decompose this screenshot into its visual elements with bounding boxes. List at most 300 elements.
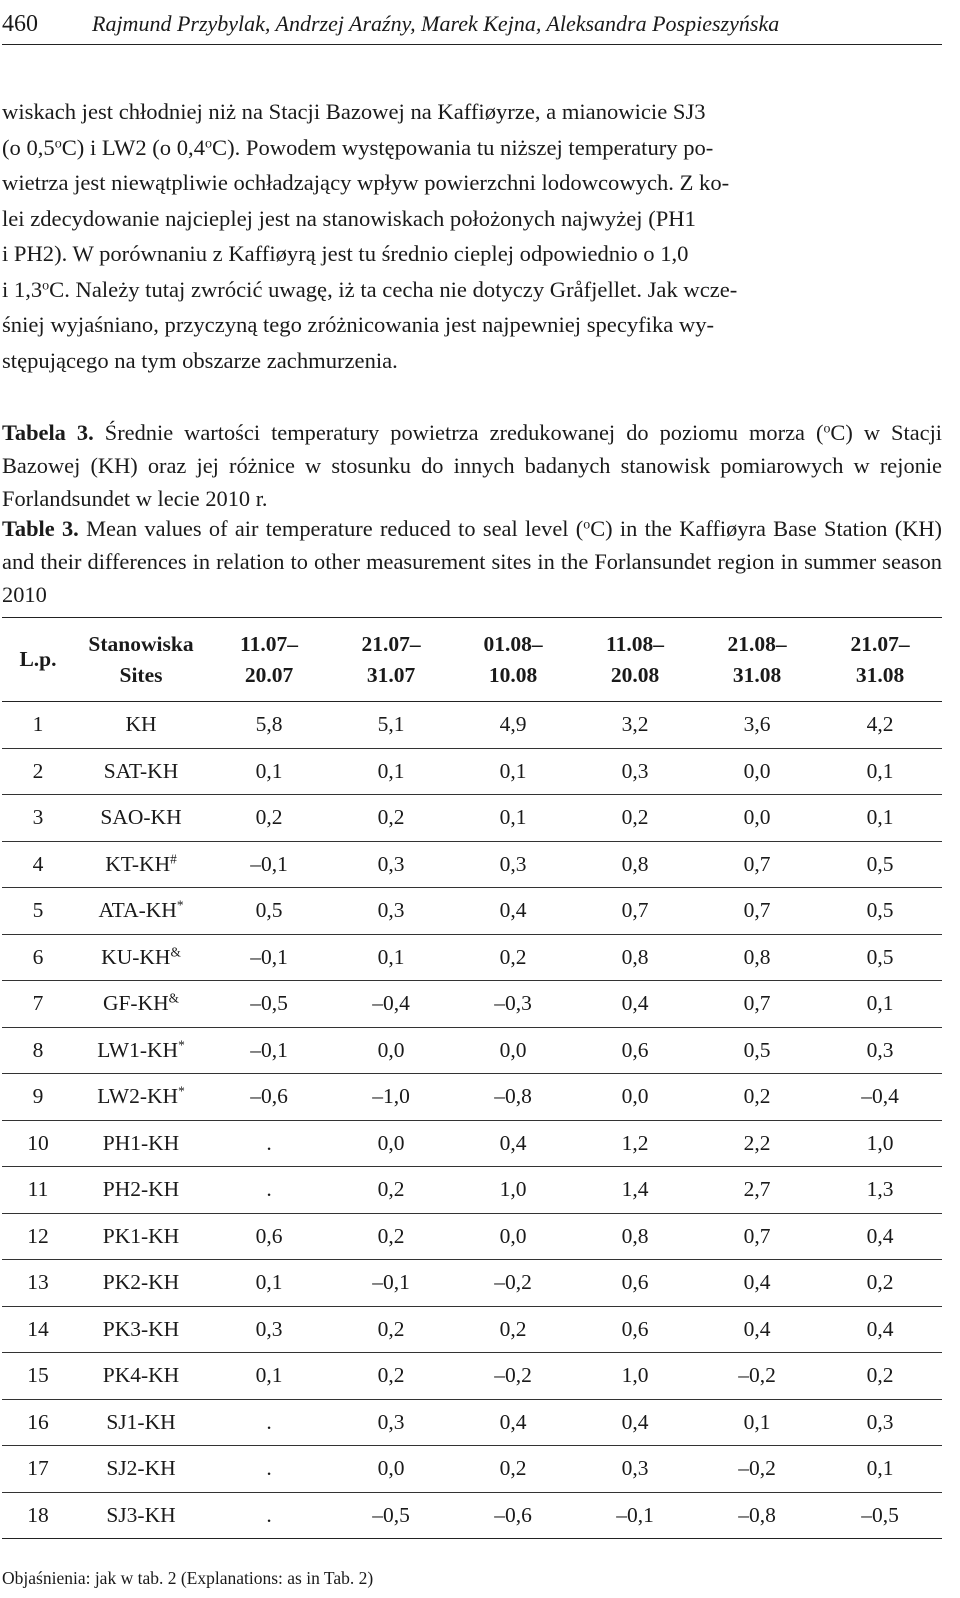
cell-text: 0,3 bbox=[866, 1409, 894, 1434]
table-row bbox=[2, 1399, 942, 1446]
value-cell bbox=[696, 1446, 818, 1493]
value-cell bbox=[452, 981, 574, 1028]
header-period-2 bbox=[330, 618, 452, 702]
value-cell bbox=[574, 795, 696, 842]
site-footnote-mark: # bbox=[170, 851, 177, 867]
cell-text: 0,3 bbox=[255, 1316, 283, 1341]
cell-text: 16 bbox=[27, 1409, 49, 1434]
table-row bbox=[2, 934, 942, 981]
header-text: 31.07 bbox=[366, 662, 416, 687]
site-name: PK2-KH bbox=[102, 1270, 180, 1295]
table-row bbox=[2, 1306, 942, 1353]
site-cell bbox=[74, 1446, 208, 1493]
cell-text: –0,2 bbox=[738, 1363, 776, 1388]
cell-text: 5 bbox=[32, 898, 44, 923]
value-cell bbox=[208, 1167, 330, 1214]
cell-text: . bbox=[266, 1409, 272, 1434]
cell-text: 0,3 bbox=[499, 851, 527, 876]
cell-text: 1,0 bbox=[499, 1177, 527, 1202]
cell-text: 1,4 bbox=[621, 1177, 649, 1202]
cell-text: –0,1 bbox=[616, 1502, 654, 1527]
cell-text: –0,1 bbox=[250, 851, 288, 876]
value-cell bbox=[452, 795, 574, 842]
value-cell bbox=[818, 1306, 942, 1353]
cell-text: 2,2 bbox=[743, 1130, 771, 1155]
site-name: ATA-KH bbox=[98, 898, 177, 923]
cell-text: 14 bbox=[27, 1316, 49, 1341]
value-cell bbox=[452, 1120, 574, 1167]
value-cell bbox=[330, 1306, 452, 1353]
cell-text: 0,3 bbox=[866, 1037, 894, 1062]
cell-text: 15 bbox=[27, 1363, 49, 1388]
body-paragraph bbox=[2, 94, 942, 378]
row-number-cell bbox=[2, 702, 74, 749]
cell-text: –0,5 bbox=[861, 1502, 899, 1527]
caption-text: C) w Stacji Bazowej (KH) oraz jej różnice w stosunku do innych badanych stanowisk pomiarowych w rejonie Forlandsundet w lecie 2010 r. bbox=[2, 420, 943, 511]
value-cell bbox=[452, 1492, 574, 1539]
value-cell bbox=[818, 1399, 942, 1446]
text-span: C. Należy tutaj zwrócić uwagę, iż ta cecha nie dotyczy Gråfjellet. Jak wcze- bbox=[49, 276, 738, 302]
cell-text: 0,7 bbox=[621, 898, 649, 923]
page-number: 460 bbox=[2, 10, 38, 37]
cell-text: 1,0 bbox=[621, 1363, 649, 1388]
cell-text: –0,8 bbox=[494, 1084, 532, 1109]
value-cell bbox=[208, 1446, 330, 1493]
header-text: 11.08– bbox=[606, 631, 664, 656]
value-cell bbox=[574, 1260, 696, 1307]
cell-text: 0,1 bbox=[255, 1363, 283, 1388]
header-sites-en: Sites bbox=[119, 662, 163, 687]
header-text: 10.08 bbox=[488, 662, 538, 687]
value-cell bbox=[208, 1306, 330, 1353]
site-name: PH1-KH bbox=[102, 1130, 180, 1155]
header-sites-pl: Stanowiska bbox=[88, 631, 194, 656]
value-cell bbox=[452, 1399, 574, 1446]
site-name: LW2-KH bbox=[97, 1084, 179, 1109]
text-span: lei zdecydowanie najcieplej jest na stanowiskach położonych najwyżej (PH1 bbox=[2, 205, 696, 231]
header-text: 31.08 bbox=[732, 662, 782, 687]
value-cell bbox=[574, 1027, 696, 1074]
value-cell bbox=[452, 1074, 574, 1121]
value-cell bbox=[452, 1260, 574, 1307]
cell-text: 0,5 bbox=[866, 898, 894, 923]
value-cell bbox=[208, 1353, 330, 1400]
cell-text: 1 bbox=[32, 712, 44, 737]
site-cell bbox=[74, 1306, 208, 1353]
cell-text: 2,7 bbox=[743, 1177, 771, 1202]
cell-text: 11 bbox=[27, 1177, 49, 1202]
cell-text: 0,2 bbox=[377, 1223, 405, 1248]
text-line bbox=[2, 94, 942, 130]
header-lp: L.p. bbox=[19, 647, 57, 671]
value-cell bbox=[330, 841, 452, 888]
text-span: i PH2). W porównaniu z Kaffiøyrą jest tu średnio cieplej odpowiednio o 1,0 bbox=[2, 241, 689, 266]
temperature-table bbox=[2, 617, 942, 1539]
cell-text: 2 bbox=[32, 758, 44, 783]
value-cell bbox=[330, 1399, 452, 1446]
site-name: KU-KH bbox=[101, 944, 171, 969]
site-footnote-mark: & bbox=[170, 944, 181, 960]
site-name: PH2-KH bbox=[102, 1177, 180, 1202]
row-number-cell bbox=[2, 795, 74, 842]
cell-text: 0,6 bbox=[621, 1316, 649, 1341]
value-cell bbox=[696, 795, 818, 842]
table-body bbox=[2, 702, 942, 1539]
value-cell bbox=[818, 934, 942, 981]
value-cell bbox=[696, 841, 818, 888]
cell-text: . bbox=[266, 1177, 272, 1202]
cell-text: 9 bbox=[32, 1084, 44, 1109]
value-cell bbox=[208, 981, 330, 1028]
text-span: stępującego na tym obszarze zachmurzenia. bbox=[2, 347, 398, 373]
cell-text: 0,4 bbox=[499, 1130, 527, 1155]
row-number-cell bbox=[2, 981, 74, 1028]
cell-text: –0,2 bbox=[738, 1456, 776, 1481]
value-cell bbox=[452, 1353, 574, 1400]
table-row bbox=[2, 1492, 942, 1539]
text-span: (o 0,5 bbox=[2, 134, 55, 160]
value-cell bbox=[452, 1306, 574, 1353]
value-cell bbox=[208, 841, 330, 888]
cell-text: 7 bbox=[32, 991, 44, 1016]
cell-text: 0,0 bbox=[743, 758, 771, 783]
value-cell bbox=[696, 1120, 818, 1167]
cell-text: 3 bbox=[32, 805, 44, 830]
cell-text: 0,2 bbox=[743, 1084, 771, 1109]
cell-text: –0,5 bbox=[250, 991, 288, 1016]
cell-text: 4,9 bbox=[499, 712, 527, 737]
cell-text: 0,3 bbox=[377, 851, 405, 876]
cell-text: –0,4 bbox=[861, 1084, 899, 1109]
cell-text: –0,4 bbox=[372, 991, 410, 1016]
value-cell bbox=[330, 702, 452, 749]
value-cell bbox=[818, 702, 942, 749]
cell-text: 0,2 bbox=[377, 805, 405, 830]
site-cell bbox=[74, 1074, 208, 1121]
site-name: PK3-KH bbox=[102, 1316, 180, 1341]
value-cell bbox=[818, 1353, 942, 1400]
value-cell bbox=[574, 841, 696, 888]
cell-text: 0,4 bbox=[743, 1270, 771, 1295]
cell-text: 0,2 bbox=[499, 944, 527, 969]
cell-text: 0,1 bbox=[499, 805, 527, 830]
value-cell bbox=[696, 1353, 818, 1400]
cell-text: 0,0 bbox=[377, 1130, 405, 1155]
site-name: SJ1-KH bbox=[106, 1409, 176, 1434]
table-row bbox=[2, 795, 942, 842]
cell-text: 0,3 bbox=[621, 758, 649, 783]
cell-text: 0,1 bbox=[866, 1456, 894, 1481]
row-number-cell bbox=[2, 1306, 74, 1353]
value-cell bbox=[452, 1213, 574, 1260]
value-cell bbox=[452, 841, 574, 888]
table-caption-polish bbox=[2, 416, 942, 515]
cell-text: –1,0 bbox=[372, 1084, 410, 1109]
cell-text: 0,2 bbox=[499, 1316, 527, 1341]
cell-text: 0,2 bbox=[866, 1270, 894, 1295]
value-cell bbox=[574, 888, 696, 935]
cell-text: 0,1 bbox=[255, 1270, 283, 1295]
value-cell bbox=[574, 1399, 696, 1446]
cell-text: 1,3 bbox=[866, 1177, 894, 1202]
site-cell bbox=[74, 748, 208, 795]
header-text: 20.08 bbox=[610, 662, 660, 687]
value-cell bbox=[696, 934, 818, 981]
value-cell bbox=[696, 888, 818, 935]
row-number-cell bbox=[2, 1120, 74, 1167]
table-row bbox=[2, 1353, 942, 1400]
value-cell bbox=[696, 1074, 818, 1121]
cell-text: 0,1 bbox=[743, 1409, 771, 1434]
site-cell bbox=[74, 1167, 208, 1214]
text-span: C). Powodem występowania tu niższej temperatury po- bbox=[212, 134, 714, 160]
value-cell bbox=[818, 1074, 942, 1121]
cell-text: 0,5 bbox=[866, 851, 894, 876]
cell-text: 0,6 bbox=[621, 1037, 649, 1062]
value-cell bbox=[818, 1167, 942, 1214]
header-period-1 bbox=[208, 618, 330, 702]
cell-text: –0,2 bbox=[494, 1270, 532, 1295]
table-row bbox=[2, 1446, 942, 1493]
site-name: LW1-KH bbox=[97, 1037, 179, 1062]
text-line bbox=[2, 130, 942, 166]
cell-text: 0,1 bbox=[866, 991, 894, 1016]
value-cell bbox=[574, 934, 696, 981]
row-number-cell bbox=[2, 934, 74, 981]
cell-text: 0,0 bbox=[499, 1223, 527, 1248]
value-cell bbox=[208, 1260, 330, 1307]
header-period-5 bbox=[696, 618, 818, 702]
header-text: 20.07 bbox=[244, 662, 294, 687]
value-cell bbox=[696, 1306, 818, 1353]
header-period-4 bbox=[574, 618, 696, 702]
site-name: GF-KH bbox=[102, 991, 169, 1016]
site-name: KT-KH bbox=[105, 851, 171, 876]
cell-text: . bbox=[266, 1502, 272, 1527]
value-cell bbox=[696, 702, 818, 749]
value-cell bbox=[208, 888, 330, 935]
cell-text: –0,8 bbox=[738, 1502, 776, 1527]
cell-text: 0,4 bbox=[866, 1316, 894, 1341]
site-cell bbox=[74, 1027, 208, 1074]
cell-text: 0,1 bbox=[377, 944, 405, 969]
degree-superscript: o bbox=[42, 277, 50, 293]
value-cell bbox=[696, 1260, 818, 1307]
cell-text: 3,2 bbox=[621, 712, 649, 737]
cell-text: . bbox=[266, 1456, 272, 1481]
cell-text: 0,3 bbox=[377, 898, 405, 923]
text-span: C) i LW2 (o 0,4 bbox=[61, 134, 205, 160]
row-number-cell bbox=[2, 1353, 74, 1400]
cell-text: 0,4 bbox=[621, 1409, 649, 1434]
caption-label: Tabela 3. bbox=[2, 420, 94, 445]
cell-text: 0,1 bbox=[255, 758, 283, 783]
header-text: 31.08 bbox=[855, 662, 905, 687]
site-footnote-mark: & bbox=[168, 990, 180, 1006]
value-cell bbox=[696, 1027, 818, 1074]
value-cell bbox=[574, 1306, 696, 1353]
header-text: 21.07– bbox=[850, 631, 910, 656]
cell-text: 0,6 bbox=[255, 1223, 283, 1248]
value-cell bbox=[574, 1074, 696, 1121]
table-row bbox=[2, 888, 942, 935]
table-row bbox=[2, 1167, 942, 1214]
value-cell bbox=[208, 1213, 330, 1260]
table-row bbox=[2, 1074, 942, 1121]
row-number-cell bbox=[2, 1167, 74, 1214]
site-cell bbox=[74, 1353, 208, 1400]
value-cell bbox=[818, 1260, 942, 1307]
cell-text: 0,3 bbox=[621, 1456, 649, 1481]
text-span: śniej wyjaśniano, przyczyną tego zróżnicowania jest najpewniej specyfika wy- bbox=[2, 312, 715, 337]
text-line bbox=[2, 272, 942, 308]
value-cell bbox=[574, 1120, 696, 1167]
cell-text: 0,8 bbox=[743, 944, 771, 969]
cell-text: –0,1 bbox=[250, 944, 288, 969]
table-row bbox=[2, 981, 942, 1028]
value-cell bbox=[818, 1492, 942, 1539]
cell-text: 0,1 bbox=[866, 805, 894, 830]
value-cell bbox=[818, 795, 942, 842]
table-row bbox=[2, 841, 942, 888]
value-cell bbox=[574, 1492, 696, 1539]
header-text: 11.07– bbox=[240, 631, 298, 656]
value-cell bbox=[330, 1120, 452, 1167]
value-cell bbox=[330, 748, 452, 795]
row-number-cell bbox=[2, 1260, 74, 1307]
value-cell bbox=[818, 888, 942, 935]
cell-text: 0,2 bbox=[377, 1316, 405, 1341]
value-cell bbox=[818, 1446, 942, 1493]
value-cell bbox=[696, 1399, 818, 1446]
value-cell bbox=[574, 1446, 696, 1493]
value-cell bbox=[208, 1120, 330, 1167]
site-cell bbox=[74, 702, 208, 749]
value-cell bbox=[452, 934, 574, 981]
cell-text: 0,2 bbox=[255, 805, 283, 830]
cell-text: 0,0 bbox=[499, 1037, 527, 1062]
value-cell bbox=[208, 748, 330, 795]
cell-text: 5,8 bbox=[255, 712, 283, 737]
row-number-cell bbox=[2, 1446, 74, 1493]
cell-text: –0,5 bbox=[372, 1502, 410, 1527]
row-number-cell bbox=[2, 1074, 74, 1121]
value-cell bbox=[330, 1492, 452, 1539]
cell-text: –0,6 bbox=[494, 1502, 532, 1527]
value-cell bbox=[452, 1446, 574, 1493]
cell-text: 0,4 bbox=[621, 991, 649, 1016]
value-cell bbox=[330, 981, 452, 1028]
cell-text: 10 bbox=[27, 1130, 49, 1155]
table-caption-english bbox=[2, 512, 942, 611]
cell-text: 0,5 bbox=[255, 898, 283, 923]
site-name: SJ2-KH bbox=[106, 1456, 176, 1481]
cell-text: 5,1 bbox=[377, 712, 405, 737]
degree-superscript: o bbox=[583, 517, 591, 533]
site-cell bbox=[74, 888, 208, 935]
site-footnote-mark: * bbox=[176, 897, 184, 913]
site-cell bbox=[74, 1492, 208, 1539]
cell-text: 0,4 bbox=[866, 1223, 894, 1248]
site-name: KH bbox=[125, 712, 157, 737]
site-name: SAO-KH bbox=[100, 805, 182, 830]
value-cell bbox=[208, 1399, 330, 1446]
cell-text: 13 bbox=[27, 1270, 49, 1295]
cell-text: 0,7 bbox=[743, 991, 771, 1016]
table-row bbox=[2, 1027, 942, 1074]
degree-superscript: o bbox=[54, 135, 62, 151]
cell-text: 0,8 bbox=[621, 851, 649, 876]
cell-text: 0,1 bbox=[377, 758, 405, 783]
degree-superscript: o bbox=[823, 421, 831, 437]
running-header bbox=[2, 0, 942, 45]
cell-text: 0,0 bbox=[621, 1084, 649, 1109]
cell-text: 8 bbox=[32, 1037, 44, 1062]
value-cell bbox=[818, 1213, 942, 1260]
table-row bbox=[2, 702, 942, 749]
site-cell bbox=[74, 841, 208, 888]
value-cell bbox=[330, 1167, 452, 1214]
row-number-cell bbox=[2, 1213, 74, 1260]
cell-text: 0,2 bbox=[866, 1363, 894, 1388]
table-row bbox=[2, 1120, 942, 1167]
cell-text: 0,0 bbox=[377, 1456, 405, 1481]
cell-text: 0,4 bbox=[743, 1316, 771, 1341]
site-cell bbox=[74, 1399, 208, 1446]
text-line bbox=[2, 343, 942, 379]
cell-text: 0,7 bbox=[743, 851, 771, 876]
value-cell bbox=[574, 981, 696, 1028]
site-cell bbox=[74, 795, 208, 842]
site-cell bbox=[74, 1260, 208, 1307]
text-line bbox=[2, 165, 942, 201]
site-name: PK1-KH bbox=[102, 1223, 180, 1248]
table-row bbox=[2, 1260, 942, 1307]
cell-text: 6 bbox=[32, 944, 44, 969]
cell-text: –0,3 bbox=[494, 991, 532, 1016]
header-sites bbox=[74, 618, 208, 702]
value-cell bbox=[696, 981, 818, 1028]
cell-text: –0,1 bbox=[372, 1270, 410, 1295]
header-period-6 bbox=[818, 618, 942, 702]
cell-text: . bbox=[266, 1130, 272, 1155]
value-cell bbox=[574, 702, 696, 749]
cell-text: 0,8 bbox=[621, 1223, 649, 1248]
text-span: wiskach jest chłodniej niż na Stacji Bazowej na Kaffiøyrze, a mianowicie SJ3 bbox=[2, 99, 706, 124]
header-text: 01.08– bbox=[483, 631, 543, 656]
value-cell bbox=[452, 1027, 574, 1074]
cell-text: 0,2 bbox=[377, 1177, 405, 1202]
caption-label: Table 3. bbox=[2, 516, 79, 541]
cell-text: 0,1 bbox=[499, 758, 527, 783]
cell-text: 12 bbox=[27, 1223, 49, 1248]
value-cell bbox=[818, 841, 942, 888]
row-number-cell bbox=[2, 888, 74, 935]
running-header-authors: Rajmund Przybylak, Andrzej Araźny, Marek Kejna, Aleksandra Pospieszyńska bbox=[92, 11, 780, 36]
value-cell bbox=[330, 1260, 452, 1307]
text-span: wietrza jest niewątpliwie ochładzający wpływ powierzchni lodowcowych. Z ko- bbox=[2, 170, 730, 195]
cell-text: 0,5 bbox=[743, 1037, 771, 1062]
text-span: i 1,3 bbox=[2, 276, 43, 302]
value-cell bbox=[574, 1353, 696, 1400]
cell-text: 0,7 bbox=[743, 898, 771, 923]
value-cell bbox=[452, 702, 574, 749]
value-cell bbox=[696, 1167, 818, 1214]
cell-text: 18 bbox=[27, 1502, 49, 1527]
text-line bbox=[2, 307, 942, 343]
value-cell bbox=[452, 748, 574, 795]
value-cell bbox=[330, 888, 452, 935]
